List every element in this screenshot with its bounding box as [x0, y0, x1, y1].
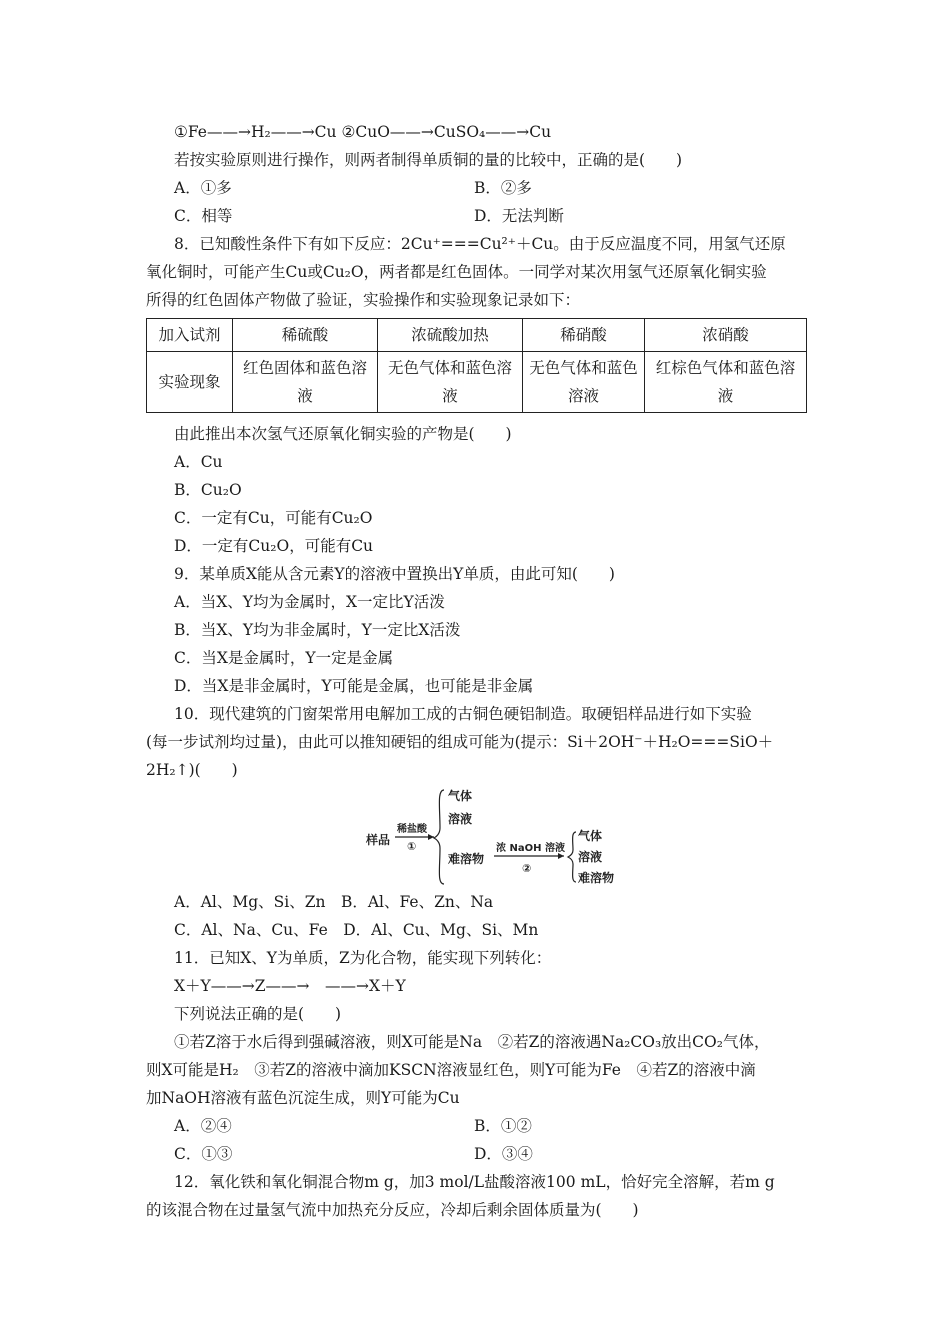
table-cell: 红色固体和蓝色溶液	[233, 352, 378, 413]
option-b: B．Cu₂O	[174, 481, 242, 499]
table-row	[147, 352, 807, 413]
option-d: D．无法判断	[474, 207, 564, 225]
table-cell: 红棕色气体和蓝色溶液	[645, 352, 807, 413]
step1-label: ①	[407, 840, 417, 853]
q10-options-row2: C．Al、Na、Cu、Fe D．Al、Cu、Mg、Si、Mn	[174, 921, 539, 939]
table-cell: 稀硫酸	[233, 319, 378, 352]
option-d: D．当X是非金属时，Y可能是金属，也可能是非金属	[174, 677, 534, 695]
q8-stem-line3: 所得的红色固体产物做了验证，实验操作和实验现象记录如下：	[146, 291, 581, 309]
experiment-table	[146, 318, 807, 413]
q8-question: 由此推出本次氢气还原氧化铜实验的产物是( )	[174, 425, 512, 443]
q9-stem: 9．某单质X能从含元素Y的溶液中置换出Y单质，由此可知( )	[174, 565, 615, 583]
q11-body-line3: 加NaOH溶液有蓝色沉淀生成，则Y可能为Cu	[146, 1089, 460, 1107]
q11-question: 下列说法正确的是( )	[174, 1005, 342, 1023]
option-a: A．当X、Y均为金属时，X一定比Y活泼	[174, 593, 445, 611]
option-c: C．相等	[174, 207, 233, 225]
solution-label: 溶液	[448, 812, 473, 826]
insoluble-label: 难溶物	[578, 871, 615, 885]
table-cell: 浓硫酸加热	[378, 319, 523, 352]
table-cell: 实验现象	[147, 352, 233, 413]
q10-stem-line2: (每一步试剂均过量)，由此可以推知硬铝的组成可能为(提示：Si＋2OH⁻＋H₂O===SiO＋	[146, 733, 774, 751]
option-a: A．Cu	[174, 453, 223, 471]
q11-stem: 11．已知X、Y为单质，Z为化合物，能实现下列转化：	[174, 949, 552, 967]
solution-label: 溶液	[578, 850, 603, 864]
q11-scheme: X＋Y——→Z——→ ——→X＋Y	[174, 977, 406, 995]
q11-body-line2: 则X可能是H₂ ③若Z的溶液中滴加KSCN溶液显红色，则Y可能为Fe ④若Z的溶液中滴	[146, 1061, 756, 1079]
option-d: D．③④	[474, 1145, 533, 1163]
reagent2-label: 浓 NaOH 溶液	[496, 843, 565, 854]
table-row	[147, 319, 807, 352]
option-c: C．一定有Cu，可能有Cu₂O	[174, 509, 373, 527]
q10-stem-line1: 10．现代建筑的门窗架常用电解加工成的古铜色硬铝制造。取硬铝样品进行如下实验	[174, 705, 752, 723]
option-b: B．当X、Y均为非金属时，Y一定比X活泼	[174, 621, 461, 639]
q10-stem-line3: 2H₂↑)( )	[146, 761, 238, 779]
separation-flow-diagram	[360, 784, 630, 890]
reaction-routes: ①Fe——→H₂——→Cu ②CuO——→CuSO₄——→Cu	[174, 123, 552, 141]
arrow-head	[428, 834, 434, 840]
q8-stem-line1: 8．已知酸性条件下有如下反应：2Cu⁺===Cu²⁺＋Cu。由于反应温度不同，用氢气还原	[174, 235, 786, 253]
brace-icon	[434, 790, 444, 884]
table-cell: 加入试剂	[147, 319, 233, 352]
option-d: D．一定有Cu₂O，可能有Cu	[174, 537, 374, 555]
gas-label: 气体	[448, 789, 473, 803]
question-text: 若按实验原则进行操作，则两者制得单质铜的量的比较中，正确的是( )	[174, 151, 683, 169]
insoluble-label: 难溶物	[448, 852, 485, 866]
option-b: B．②多	[474, 179, 532, 197]
step2-label: ②	[522, 862, 532, 875]
table-cell: 无色气体和蓝色溶液	[523, 352, 645, 413]
option-c: C．①③	[174, 1145, 233, 1163]
reagent1-label: 稀盐酸	[397, 824, 427, 835]
q10-options-row1: A．Al、Mg、Si、Zn B．Al、Fe、Zn、Na	[174, 893, 494, 911]
table-cell: 无色气体和蓝色溶液	[378, 352, 523, 413]
brace-icon	[568, 832, 576, 882]
sample-label: 样品	[366, 833, 391, 847]
option-b: B．①②	[474, 1117, 532, 1135]
gas-label: 气体	[578, 829, 603, 843]
option-c: C．当X是金属时，Y一定是金属	[174, 649, 394, 667]
q8-stem-line2: 氧化铜时，可能产生Cu或Cu₂O，两者都是红色固体。一同学对某次用氢气还原氧化铜实验	[146, 263, 767, 281]
table-cell: 稀硝酸	[523, 319, 645, 352]
option-a: A．①多	[174, 179, 232, 197]
option-a: A．②④	[174, 1117, 232, 1135]
q11-body-line1: ①若Z溶于水后得到强碱溶液，则X可能是Na ②若Z的溶液遇Na₂CO₃放出CO₂气体，	[174, 1033, 770, 1051]
q12-stem-line2: 的该混合物在过量氢气流中加热充分反应，冷却后剩余固体质量为( )	[146, 1201, 639, 1219]
table-cell: 浓硝酸	[645, 319, 807, 352]
q12-stem-line1: 12．氧化铁和氧化铜混合物m g，加3 mol/L盐酸溶液100 mL，恰好完全溶解，若m g	[174, 1173, 775, 1191]
